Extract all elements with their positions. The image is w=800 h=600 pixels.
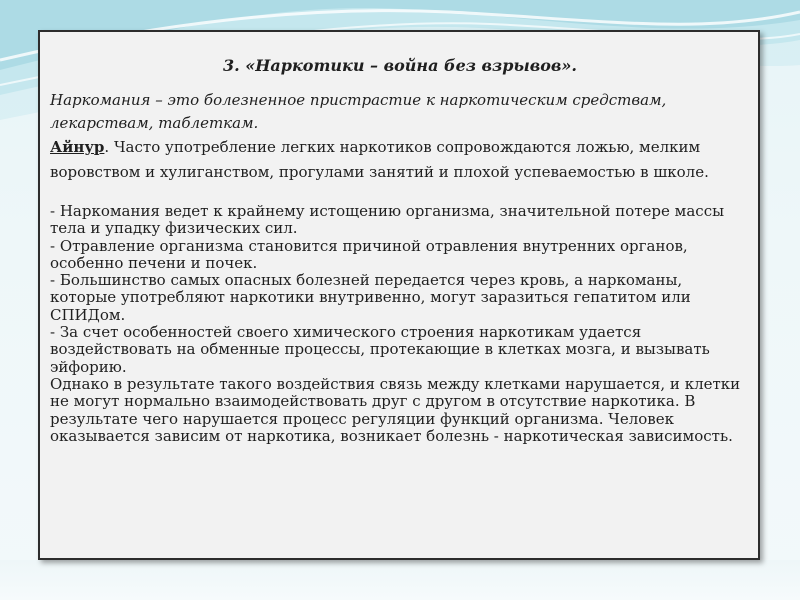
paragraph-2: - Отравление организма становится причиной отравления внутренних органов, особенно печени и почек.	[50, 236, 688, 272]
ainur-paragraph	[50, 135, 750, 185]
ainur-name: Айнур	[50, 138, 105, 156]
paragraph-5: Однако в результате такого воздействия связь между клетками нарушается, и клетки не могут нормально взаимодействовать друг с другом в отсутствие наркотика. В результате чего нарушается процесс регуляции функций организма. Человек оказывается зависим от наркотика, возникает болезнь - наркотическая зависимость.	[50, 374, 741, 445]
paragraph-4: - За счет особенностей своего химического строения наркотикам удается воздействовать на обменные процессы, протекающие в клетках мозга, и вызывать эйфорию.	[50, 323, 710, 376]
paragraph-1: - Наркомания ведет к крайнему истощению организма, значительной потере массы тела и упадку физических сил.	[50, 202, 725, 238]
slide-title: 3. «Наркотики – война без взрывов».	[223, 56, 577, 75]
bottom-band	[0, 560, 800, 600]
content-box	[38, 30, 760, 560]
intro-text: Наркомания – это болезненное пристрастие к наркотическим средствам, лекарствам, таблеткам.	[50, 91, 667, 132]
paragraph-3: - Большинство самых опасных болезней передается через кровь, а наркоманы, которые употребляют наркотики внутривенно, могут заразиться гепатитом или СПИДом.	[50, 271, 691, 324]
body-text	[50, 203, 750, 445]
ainur-text: . Часто употребление легких наркотиков сопровождаются ложью, мелким воровством и хулиганством, прогулами занятий и плохой успеваемостью в школе.	[50, 138, 709, 181]
